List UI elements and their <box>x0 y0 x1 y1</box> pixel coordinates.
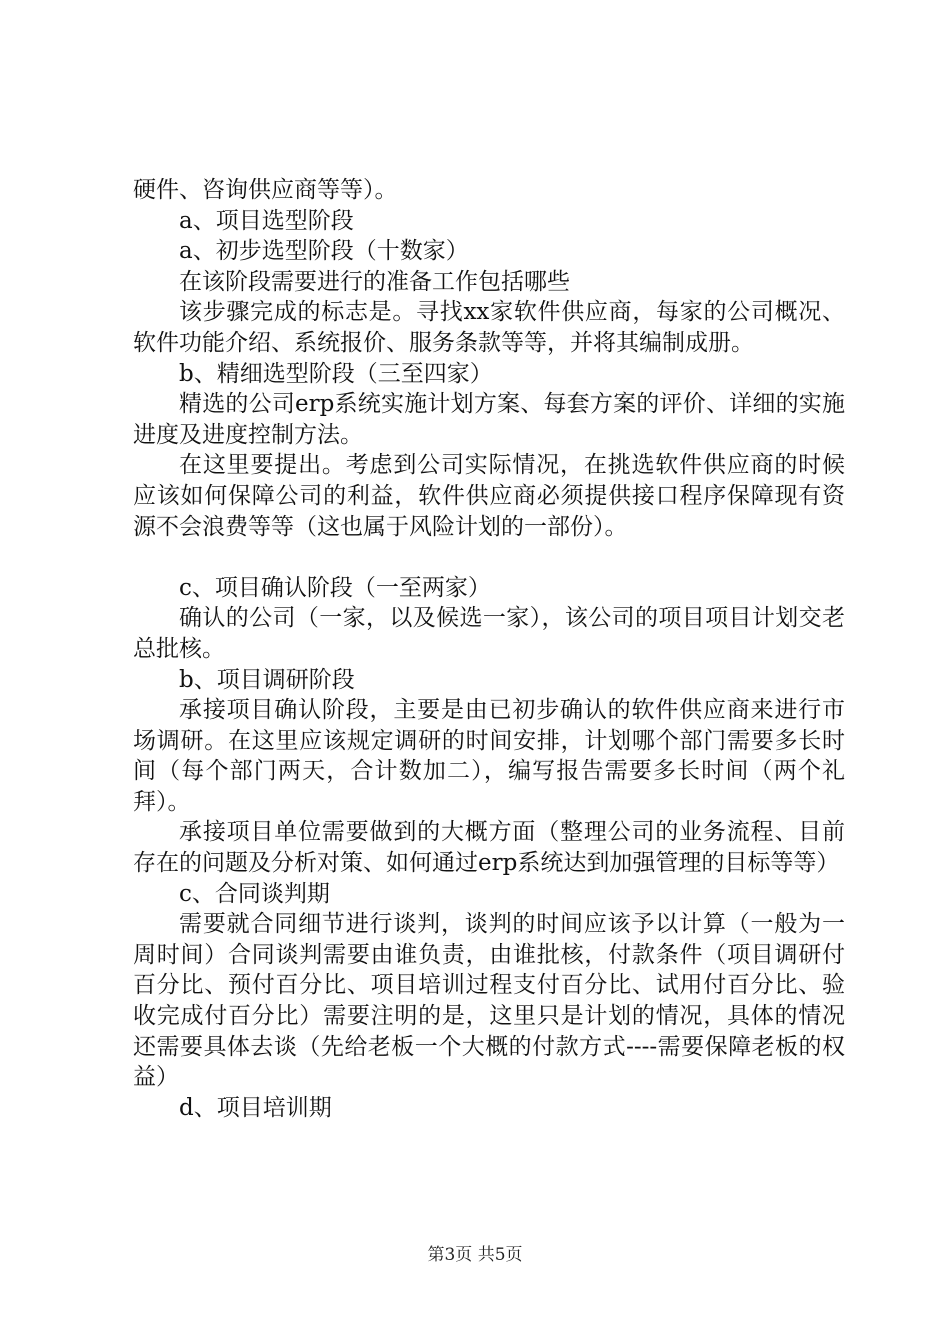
paragraph: 该步骤完成的标志是。寻找xx家软件供应商，每家的公司概况、软件功能介绍、系统报价、服务条款等等，并将其编制成册。 <box>133 299 845 356</box>
heading-selection-stage: a、项目选型阶段 <box>179 207 354 234</box>
heading-fine-selection: b、精细选型阶段（三至四家） <box>179 360 493 387</box>
paragraph: 确认的公司（一家，以及候选一家），该公司的项目项目计划交老总批核。 <box>133 605 845 662</box>
document-body <box>133 175 845 1123</box>
paragraph: 承接项目单位需要做到的大概方面（整理公司的业务流程、目前存在的问题及分析对策、如何通过erp系统达到加强管理的目标等等） <box>133 819 845 877</box>
heading-confirmation-stage: c、项目确认阶段（一至两家） <box>179 574 491 601</box>
heading-initial-selection: a、初步选型阶段（十数家） <box>179 238 469 265</box>
heading-training-period: d、项目培训期 <box>179 1094 332 1121</box>
paragraph-continuation: 硬件、咨询供应商等等）。 <box>133 177 398 203</box>
blank-line <box>133 542 845 573</box>
heading-contract-negotiation: c、合同谈判期 <box>179 880 330 907</box>
page-number-footer: 第3页 共5页 <box>427 1245 523 1265</box>
paragraph: 需要就合同细节进行谈判，谈判的时间应该予以计算（一般为一周时间）合同谈判需要由谁负责，由谁批核，付款条件（项目调研付百分比、预付百分比、项目培训过程支付百分比、试用付百分比、验收完成付百分比）需要注明的是，这里只是计划的情况，具体的情况还需要具体去谈（先给老板一个大概的付款方式----需要保障老板的权益） <box>133 911 845 1091</box>
paragraph: 在该阶段需要进行的准备工作包括哪些 <box>179 268 570 295</box>
paragraph: 精选的公司erp系统实施计划方案、每套方案的评价、详细的实施进度及进度控制方法。 <box>133 391 845 448</box>
paragraph: 承接项目确认阶段，主要是由已初步确认的软件供应商来进行市场调研。在这里应该规定调研的时间安排，计划哪个部门需要多长时间（每个部门两天，合计数加二），编写报告需要多长时间（两个礼拜）。 <box>133 697 845 815</box>
heading-research-stage: b、项目调研阶段 <box>179 666 355 693</box>
paragraph: 在这里要提出。考虑到公司实际情况，在挑选软件供应商的时候应该如何保障公司的利益，软件供应商必须提供接口程序保障现有资源不会浪费等等（这也属于风险计划的一部份）。 <box>133 452 845 540</box>
